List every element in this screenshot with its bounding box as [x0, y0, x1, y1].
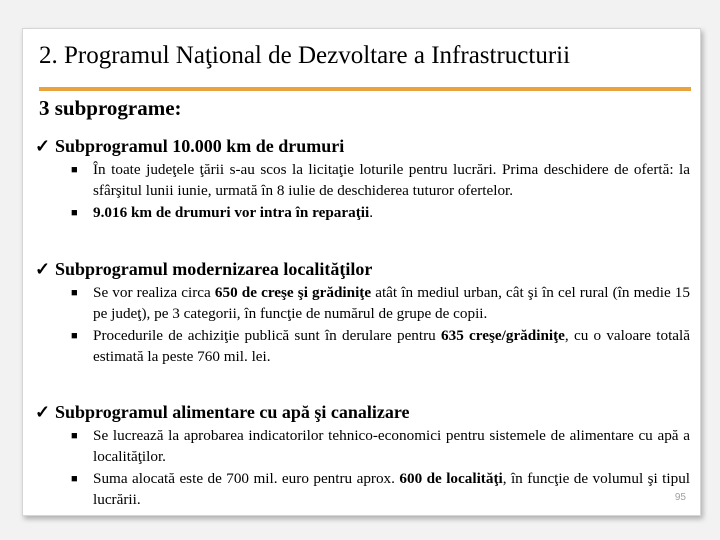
square-bullet-icon: ■ — [71, 330, 78, 342]
square-bullet-icon: ■ — [71, 287, 78, 299]
slide — [22, 28, 701, 516]
square-bullet-icon: ■ — [71, 164, 78, 176]
bullet-list — [35, 426, 690, 510]
bullet-item — [71, 469, 691, 510]
bullet-text-bold: 9.016 km de drumuri vor intra în reparaţii — [93, 204, 370, 221]
bullet-text-bold: 650 de creşe şi grădiniţe — [214, 284, 372, 301]
section-heading-text: Subprogramul alimentare cu apă şi canalizare — [55, 402, 410, 422]
page-number: 95 — [674, 492, 686, 503]
bullet-text: Se vor realiza circa — [93, 284, 215, 301]
bullet-text-bold: 600 de localităţi — [399, 470, 503, 487]
checkmark-icon: ✓ — [35, 259, 51, 279]
bullet-text: , în funcţie de volumul şi tipul lucrării. — [93, 470, 691, 508]
bullet-item — [71, 160, 690, 201]
bullet-item — [71, 203, 690, 224]
section-heading — [35, 258, 690, 280]
section-localitati — [35, 258, 690, 369]
bullet-text: Procedurile de achiziţie publică sunt în derulare pentru — [93, 327, 442, 344]
bullet-text-bold: 635 creşe/grădiniţe — [441, 327, 565, 344]
bullet-text: În toate judeţele ţării s-au scos la licitaţie loturile pentru lucrări. Prima deschidere de ofertă: la sfârşitul lunii iunie, urmată în 8 iulie de deschiderea tuturor ofertelor. — [93, 161, 690, 199]
square-bullet-icon: ■ — [71, 430, 78, 442]
section-heading — [35, 135, 690, 157]
subtitle: 3 subprograme: — [39, 96, 182, 120]
section-drumuri — [35, 135, 690, 226]
section-apa-canalizare — [35, 401, 690, 512]
bullet-item — [71, 283, 690, 324]
checkmark-icon: ✓ — [35, 402, 51, 422]
bullet-list — [35, 160, 690, 224]
bullet-list — [35, 283, 690, 367]
bullet-item — [71, 426, 690, 467]
section-heading-text: Subprogramul modernizarea localităţilor — [55, 259, 373, 279]
bullet-text: , cu o valoare totală estimată la peste 760 mil. lei. — [93, 327, 690, 365]
title-underline — [39, 87, 691, 91]
bullet-text: . — [369, 204, 373, 221]
square-bullet-icon: ■ — [71, 207, 78, 219]
bullet-text: atât în mediul urban, cât şi în cel rural (în medie 15 pe judeţ), pe 3 categorii, în funcţie de numărul de grupe de copii. — [93, 284, 690, 322]
checkmark-icon: ✓ — [35, 136, 51, 156]
slide-title: 2. Programul Naţional de Dezvoltare a Infrastructurii — [39, 42, 571, 69]
bullet-text: Se lucrează la aprobarea indicatorilor tehnico-economici pentru sistemele de alimentare cu apă a localităţilor. — [93, 427, 690, 465]
section-heading-text: Subprogramul 10.000 km de drumuri — [55, 136, 345, 156]
section-heading — [35, 401, 690, 423]
bullet-text: Suma alocată este de 700 mil. euro pentru aprox. — [93, 470, 400, 487]
square-bullet-icon: ■ — [71, 473, 78, 485]
bullet-item — [71, 326, 690, 367]
